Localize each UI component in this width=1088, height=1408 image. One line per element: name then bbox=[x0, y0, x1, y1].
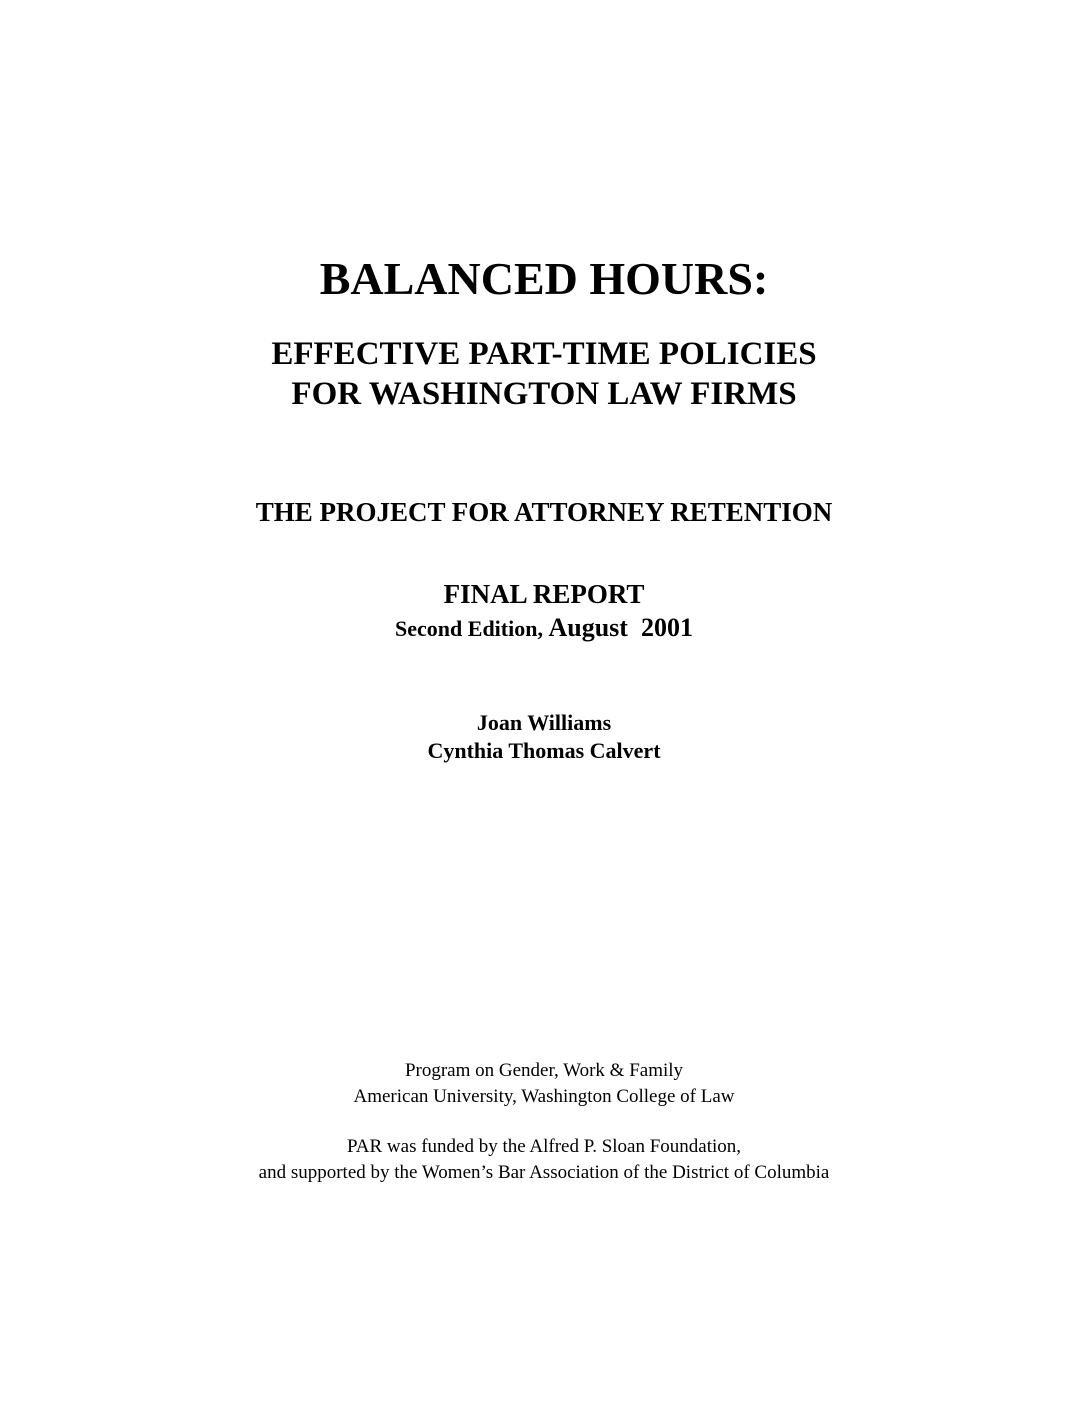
project-name: THE PROJECT FOR ATTORNEY RETENTION bbox=[255, 497, 833, 527]
report-subtitle-line-1: EFFECTIVE PART-TIME POLICIES bbox=[271, 336, 817, 372]
report-title: BALANCED HOURS: bbox=[319, 253, 769, 304]
funding-statement: PAR was funded by the Alfred P. Sloan Foundation, bbox=[346, 1136, 742, 1157]
report-subtitle-line-2: FOR WASHINGTON LAW FIRMS bbox=[291, 376, 797, 412]
edition-text: Second Edition, bbox=[395, 616, 549, 641]
support-statement: and supported by the Women’s Bar Association of the District of Columbia bbox=[258, 1162, 830, 1183]
institution-name: American University, Washington College of Law bbox=[353, 1086, 735, 1107]
program-name: Program on Gender, Work & Family bbox=[404, 1060, 684, 1081]
edition-date: August 2001 bbox=[548, 613, 693, 642]
author-name: Cynthia Thomas Calvert bbox=[427, 738, 661, 763]
author-name: Joan Williams bbox=[476, 710, 612, 735]
edition-line bbox=[0, 612, 1088, 648]
report-type: FINAL REPORT bbox=[443, 579, 645, 609]
